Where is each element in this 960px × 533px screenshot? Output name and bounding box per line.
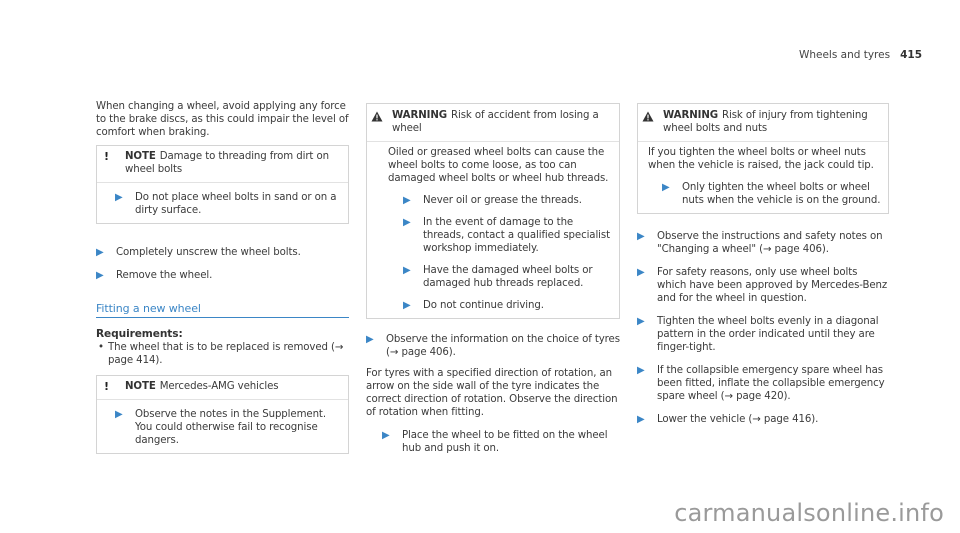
warning-box-losing-wheel — [366, 103, 620, 319]
warning-header — [371, 109, 613, 135]
notice-icon: ! — [104, 150, 109, 163]
bullet-icon: • — [98, 342, 104, 353]
step-arrow-icon: ▶ — [403, 265, 411, 276]
note-box-amg — [96, 375, 349, 454]
step-arrow-icon: ▶ — [115, 192, 123, 203]
warning-triangle-icon — [642, 109, 663, 135]
warning-triangle-icon — [371, 109, 392, 135]
note-keyword: NOTE — [125, 151, 156, 162]
step-text: For safety reasons, only use wheel bolts which have been approved by Mercedes-Benz and for the wheel in question. — [657, 267, 888, 304]
warning-step-text: Only tighten the wheel bolts or wheel nuts when the vehicle is on the ground. — [682, 182, 881, 206]
warning-step — [371, 216, 613, 255]
step-arrow-icon: ▶ — [366, 334, 374, 345]
step-observe-tyres — [366, 333, 620, 359]
note-header — [101, 150, 342, 176]
step-arrow-icon: ▶ — [96, 270, 104, 281]
note-step — [101, 408, 342, 447]
step-place-wheel — [366, 429, 620, 455]
warning-title: Risk of accident from losing a wheel — [392, 110, 599, 134]
note-step-text: Observe the notes in the Supplement. You could otherwise fail to recognise dangers. — [135, 409, 326, 446]
warning-body: If you tighten the wheel bolts or wheel nuts when the vehicle is raised, the jack could tip. — [648, 147, 874, 171]
step-text: Lower the vehicle (→ page 416). — [657, 414, 819, 425]
warning-title: Risk of injury from tightening wheel bolts and nuts — [663, 110, 868, 134]
note-step-text: Do not place wheel bolts in sand or on a dirty surface. — [135, 192, 337, 216]
warning-box-tightening — [637, 103, 889, 214]
section-title: Fitting a new wheel — [96, 302, 349, 318]
step-item — [637, 230, 889, 256]
warning-step-text: Do not continue driving. — [423, 300, 544, 311]
step-unscrew — [96, 246, 349, 259]
step-item — [637, 266, 889, 305]
note-box-damage — [96, 145, 349, 224]
step-remove — [96, 269, 349, 282]
step-text: Tighten the wheel bolts evenly in a diagonal pattern in the order indicated until they are finger-tight. — [657, 316, 879, 353]
step-item — [637, 364, 889, 403]
intro-text: When changing a wheel, avoid applying any force to the brake discs, as this could impair the level of comfort when braking. — [96, 101, 349, 138]
step-text: If the collapsible emergency spare wheel has been fitted, inflate the collapsible emergency spare wheel (→ page 420). — [657, 365, 885, 402]
requirements-label: Requirements: — [96, 328, 183, 340]
step-arrow-icon: ▶ — [403, 217, 411, 228]
warning-header — [642, 109, 882, 135]
step-text: Completely unscrew the wheel bolts. — [116, 247, 301, 258]
column-3 — [637, 103, 889, 426]
warning-step — [371, 264, 613, 290]
header-title: Wheels and tyres — [798, 49, 891, 61]
step-arrow-icon: ▶ — [382, 430, 390, 441]
step-arrow-icon: ▶ — [637, 365, 645, 376]
step-arrow-icon: ▶ — [637, 414, 645, 425]
step-item — [637, 315, 889, 354]
step-text: Place the wheel to be fitted on the wheel hub and push it on. — [402, 430, 608, 454]
watermark: carmanualsonline.info — [674, 499, 944, 527]
step-arrow-icon: ▶ — [637, 267, 645, 278]
notice-icon: ! — [104, 380, 109, 393]
warning-step — [371, 299, 613, 312]
step-arrow-icon: ▶ — [96, 247, 104, 258]
warning-step-text: Never oil or grease the threads. — [423, 195, 582, 206]
note-title: Damage to threading from dirt on wheel bolts — [125, 151, 329, 175]
warning-body: Oiled or greased wheel bolts can cause the wheel bolts to come loose, as too can damaged wheel bolts or wheel hub threads. — [388, 147, 609, 184]
step-text: Remove the wheel. — [116, 270, 213, 281]
note-header — [101, 380, 342, 393]
step-item — [637, 413, 889, 426]
warning-keyword: WARNING — [663, 110, 719, 121]
warning-keyword: WARNING — [392, 110, 448, 121]
rotation-paragraph: For tyres with a specified direction of rotation, an arrow on the side wall of the tyre indicates the correct direction of rotation. Observe the direction of rotation when fitting. — [366, 368, 618, 418]
column-2 — [366, 103, 620, 455]
step-text: Observe the instructions and safety notes on "Changing a wheel" (→ page 406). — [657, 231, 883, 255]
step-arrow-icon: ▶ — [637, 231, 645, 242]
note-keyword: NOTE — [125, 381, 156, 392]
requirement-item — [96, 341, 349, 367]
warning-step — [371, 194, 613, 207]
step-arrow-icon: ▶ — [115, 409, 123, 420]
page-number: 415 — [900, 49, 922, 61]
step-arrow-icon: ▶ — [637, 316, 645, 327]
warning-step-text: In the event of damage to the threads, contact a qualified specialist workshop immediately. — [423, 217, 611, 254]
requirement-text: The wheel that is to be replaced is removed (→ page 414). — [108, 342, 344, 366]
warning-step-text: Have the damaged wheel bolts or damaged hub threads replaced. — [423, 265, 593, 289]
note-step — [101, 191, 342, 217]
page-header — [799, 49, 922, 61]
step-text: Observe the information on the choice of tyres (→ page 406). — [386, 334, 620, 358]
warning-step — [642, 181, 882, 207]
step-arrow-icon: ▶ — [403, 300, 411, 311]
step-arrow-icon: ▶ — [662, 182, 670, 193]
note-title: Mercedes-AMG vehicles — [159, 381, 279, 392]
step-arrow-icon: ▶ — [403, 195, 411, 206]
column-1 — [96, 100, 349, 454]
